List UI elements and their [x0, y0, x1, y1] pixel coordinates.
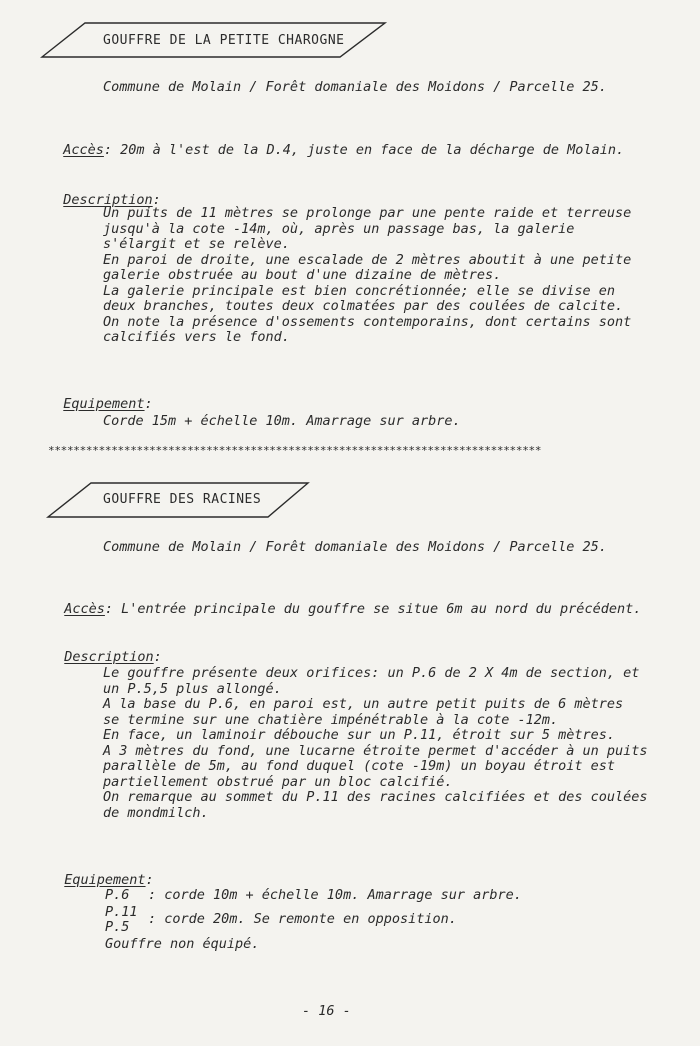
section1-equipement-text: Corde 15m + échelle 10m. Amarrage sur arbre. — [103, 413, 461, 429]
equipement-label: Equipement — [63, 395, 145, 412]
description-line: A 3 mètres du fond, une lucarne étroite permet d'accéder à un puits — [103, 742, 648, 759]
description-line: parallèle de 5m, au fond duquel (cote -19m) un boyau étroit est — [103, 758, 616, 774]
section1-title-box — [40, 22, 390, 58]
section1-acces — [47, 127, 624, 158]
separator-stars: ****************************************************************************** — [48, 444, 542, 457]
description-line: Le gouffre présente deux orifices: un P.6 de 2 X 4m de section, et — [103, 665, 640, 681]
description-line: deux branches, toutes deux colmatées par des coulées de calcite. — [103, 298, 624, 314]
description-line: A la base du P.6, en paroi est, un autre petit puits de 6 mètres — [103, 696, 624, 712]
description-line: galerie obstruée au bout d'une dizaine de mètres. — [103, 267, 502, 283]
equipement-label: Equipement — [64, 871, 146, 888]
description-line: calcifiés vers le fond. — [103, 329, 290, 345]
section1-description — [103, 206, 643, 346]
section2-equipement-heading: Equipement: — [64, 871, 154, 888]
acces-text: : 20m à l'est de la D.4, juste en face de la décharge de Molain. — [103, 141, 625, 158]
description-line: s'élargit et se relève. — [103, 236, 290, 252]
description-line: La galerie principale est bien concrétionnée; elle se divise en — [103, 282, 616, 299]
description-line: En face, un laminoir débouche sur un P.11, étroit sur 5 mètres. — [103, 727, 616, 743]
section2-title-box — [46, 482, 311, 518]
equip-p11-label: P.11 — [105, 904, 138, 920]
page-number: - 16 - — [302, 1003, 351, 1019]
description-line: En paroi de droite, une escalade de 2 mètres aboutit à une petite — [103, 251, 632, 268]
description-line: On note la présence d'ossements contemporains, dont certains sont — [103, 313, 632, 330]
description-label: Description — [63, 191, 153, 208]
acces-label: Accès — [64, 600, 105, 617]
description-line: jusqu'à la cote -14m, où, après un passage bas, la galerie — [103, 220, 575, 237]
section1-title: GOUFFRE DE LA PETITE CHAROGNE — [103, 33, 345, 48]
equip-p5-label: P.5 — [105, 919, 130, 935]
description-line: On remarque au sommet du P.11 des racines calcifiées et des coulées — [103, 789, 648, 805]
description-line: Un puits de 11 mètres se prolonge par une pente raide et terreuse — [103, 205, 632, 221]
description-label: Description — [64, 648, 154, 665]
description-line: partiellement obstrué par un bloc calcifié. — [103, 773, 453, 790]
section1-location: Commune de Molain / Forêt domaniale des Moidons / Parcelle 25. — [103, 79, 607, 95]
section2-description-heading: Description: — [64, 648, 162, 665]
equip-p6-label: P.6 — [105, 887, 130, 903]
description-line: de mondmilch. — [103, 804, 209, 821]
section1-equipement-heading: Equipement: — [63, 395, 153, 412]
section1-description-heading: Description: — [63, 191, 161, 208]
description-line: se termine sur une chatière impénétrable à la cote -12m. — [103, 711, 559, 728]
description-line: un P.5,5 plus allongé. — [103, 680, 282, 697]
section2-description — [103, 665, 648, 821]
acces-label: Accès — [63, 141, 104, 158]
equip-p6-text: : corde 10m + échelle 10m. Amarrage sur arbre. — [148, 887, 522, 903]
equip-non-equipe: Gouffre non équipé. — [105, 936, 260, 952]
equip-p11-p5-text: : corde 20m. Se remonte en opposition. — [148, 911, 457, 927]
section2-title: GOUFFRE DES RACINES — [103, 492, 262, 507]
section2-acces — [48, 586, 641, 617]
section2-location: Commune de Molain / Forêt domaniale des Moidons / Parcelle 25. — [103, 539, 607, 555]
acces-text: : L'entrée principale du gouffre se situe 6m au nord du précédent. — [104, 600, 642, 617]
